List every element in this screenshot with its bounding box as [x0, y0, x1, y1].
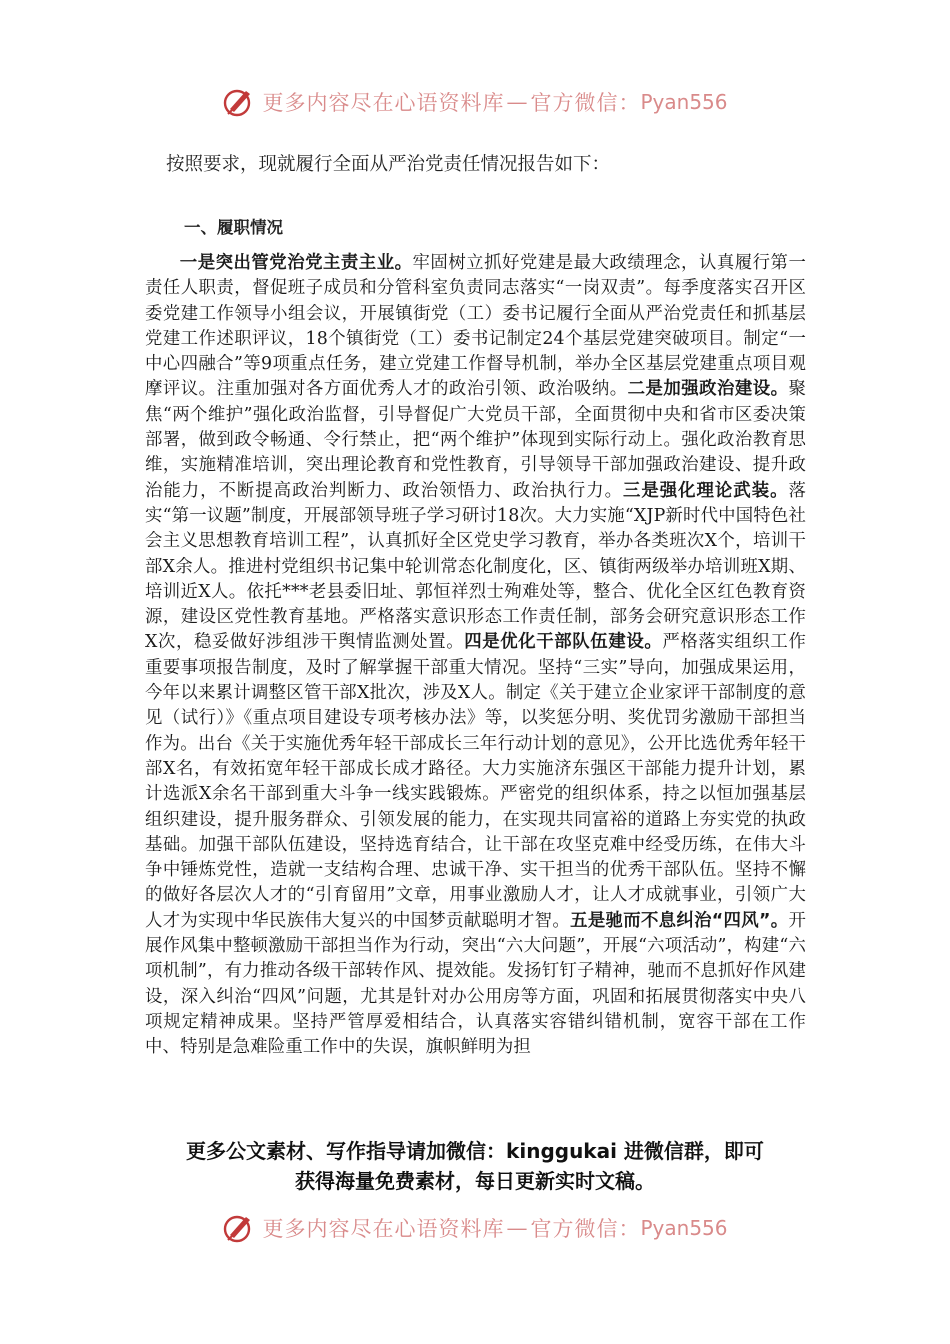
point-text-5: 开展作风集中整顿激励干部担当作为行动，突出“六大问题”，开展“六项活动”，构建“六项机制”，有力推动各级干部转作风、提效能。发扬钉钉子精神，驰而不息抓好作风建设，深入纠治“四风”问题，尤其是针对办公用房等方面，巩固和拓展贯彻落实中央八项规定精神成果。坚持严管厚爱相结合，认真落实容错纠错机制，宽容干部在工作中、特别是急难险重工作中的失误，旗帜鲜明为担 — [145, 910, 806, 1058]
point-text-2: 聚焦“两个维护”强化政治监督，引导督促广大党员干部，全面贯彻中央和省市区委决策部署，做到政令畅通、令行禁止，把“两个维护”体现到实际行动上。强化政治教育思维，实施精准培训，突出理论教育和党性教育，引导领导干部加强政治建设、提升政治能力，不断提高政治判断力、政治领悟力、政治执行力。 — [145, 379, 806, 501]
pen-logo-icon — [222, 85, 256, 119]
point-heading-3: 三是强化理论武装。 — [623, 480, 789, 501]
watermark-separator: — — [506, 1216, 529, 1240]
watermark-separator: — — [506, 90, 529, 114]
point-text-3: 落实“第一议题”制度，开展部领导班子学习研讨18次。大力实施“XJP新时代中国特色社会主义思想教育培训工程”，认真抓好全区党史学习教育，举办各类班次X个，培训干部X余人。推进村党组织书记集中轮训常态化制度化，区、镇街两级举办培训班X期、培训近X人。依托***老县委旧址、郭恒祥烈士殉难处等，整合、优化全区红色教育资源，建设区党性教育基地。严格落实意识形态工作责任制，部务会研究意识形态工作X次，稳妥做好涉组涉干舆情监测处置。 — [145, 480, 807, 653]
section-heading: 一、履职情况 — [184, 218, 283, 237]
watermark-text: 更多内容尽在心语资料库 — [262, 1217, 505, 1241]
promo-line-1: 更多公文素材、写作指导请加微信：kinggukai 进微信群，即可 — [186, 1139, 764, 1163]
watermark-text: 更多内容尽在心语资料库 — [262, 91, 505, 115]
watermark-suffix: 官方微信： — [530, 1217, 641, 1241]
point-heading-5: 五是驰而不息纠治“四风”。 — [570, 910, 789, 931]
watermark-banner-bottom — [0, 1208, 950, 1248]
point-heading-4: 四是优化干部队伍建设。 — [464, 632, 663, 653]
body-paragraph — [145, 251, 806, 1061]
point-heading-1: 一是突出管党治党主责主业。 — [179, 253, 413, 273]
intro-line: 按照要求，现就履行全面从严治党责任情况报告如下： — [166, 154, 611, 175]
point-heading-2: 二是加强政治建设。 — [627, 379, 789, 400]
promo-notice — [140, 1136, 810, 1196]
point-text-4: 严格落实组织工作重要事项报告制度，及时了解掌握干部重大情况。坚持“三实”导向，加强成果运用，今年以来累计调整区管干部X批次，涉及X人。制定《关于建立企业家评干部制度的意见（试行）》《重点项目建设专项考核办法》等，以奖惩分明、奖优罚劣激励干部担当作为。出台《关于实施优秀年轻干部成长三年行动计划的意见》，公开比选优秀年轻干部X名，有效拓宽年轻干部成长成才路径。大力实施济东强区干部能力提升计划，累计选派X余名干部到重大斗争一线实践锻炼。严密党的组织体系，持之以恒加强基层组织建设，提升服务群众、引领发展的能力，在实现共同富裕的道路上夯实党的执政基础。加强干部队伍建设，坚持选育结合，让干部在攻坚克难中经受历练，在伟大斗争中锤炼党性，造就一支结构合理、忠诚干净、实干担当的优秀干部队伍。坚持不懈的做好各层次人才的“引育留用”文章，用事业激励人才，让人才成就事业，引领广大人才为实现中华民族伟大复兴的中国梦贡献聪明才智。 — [145, 632, 806, 931]
watermark-banner-top — [0, 82, 950, 122]
pen-logo-icon — [222, 1211, 256, 1245]
watermark-wechat-id: Pyan556 — [640, 1216, 728, 1240]
watermark-wechat-id: Pyan556 — [640, 90, 728, 114]
promo-line-2: 获得海量免费素材，每日更新实时文稿。 — [295, 1169, 655, 1193]
watermark-suffix: 官方微信： — [530, 91, 641, 115]
point-text-1: 牢固树立抓好党建是最大政绩理念，认真履行第一责任人职责，督促班子成员和分管科室负责同志落实“一岗双责”。每季度落实召开区委党建工作领导小组会议，开展镇街党（工）委书记履行全面从严治党责任和抓基层党建工作述职评议，18个镇街党（工）委书记制定24个基层党建突破项目。制定“一中心四融合”等9项重点任务，建立党建工作督导机制，举办全区基层党建重点项目观摩评议。注重加强对各方面优秀人才的政治引领、政治吸纳。 — [145, 253, 807, 400]
